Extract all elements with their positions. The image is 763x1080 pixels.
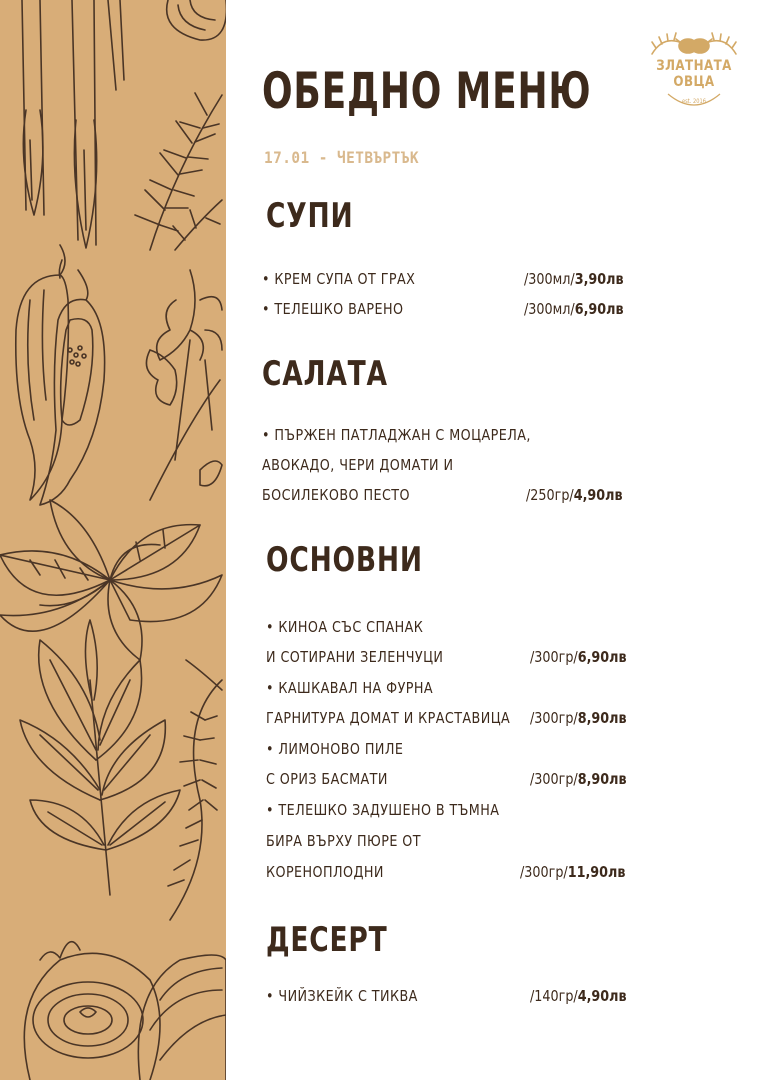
menu-item-line: С ОРИЗ БАСМАТИ [266, 770, 388, 788]
menu-item-line: • ЛИМОНОВО ПИЛЕ [266, 740, 404, 758]
onions-drawing [24, 942, 226, 1080]
menu-item-price [530, 648, 627, 666]
herb-illustration-panel [0, 0, 226, 1080]
menu-item-line: АВОКАДО, ЧЕРИ ДОМАТИ И [262, 456, 454, 474]
menu-item-line: • ТЕЛЕШКО ЗАДУШЕНО В ТЪМНА [266, 801, 500, 819]
price-value: 3,90лв [574, 270, 624, 288]
menu-item-line: • ЧИЙЗКЕЙК С ТИКВА [266, 987, 418, 1005]
dill-drawing [168, 660, 222, 920]
section-heading-mains: ОСНОВНИ [266, 540, 423, 580]
menu-title: ОБЕДНО МЕНЮ [262, 62, 592, 120]
menu-item-price [530, 709, 627, 727]
logo-name-line2: ОВЦА [673, 74, 715, 90]
menu-item-line: • КРЕМ СУПА ОТ ГРАХ [262, 270, 416, 288]
portion: /250гр/ [526, 486, 574, 504]
menu-item-line: ГАРНИТУРА ДОМАТ И КРАСТАВИЦА [266, 709, 511, 727]
menu-item-line: • ТЕЛЕШКО ВАРЕНО [262, 300, 404, 318]
section-heading-salad: САЛАТА [262, 354, 388, 394]
menu-item-price [524, 300, 624, 318]
lemongrass-drawing [22, 0, 124, 248]
portion: /300мл/ [524, 270, 575, 288]
menu-item-line: КОРЕНОПЛОДНИ [266, 863, 384, 881]
parsley-drawing [146, 270, 222, 500]
chili-peppers-drawing [16, 245, 105, 505]
rosemary-drawing [135, 93, 222, 250]
portion: /300гр/ [530, 648, 578, 666]
menu-item-price [530, 987, 627, 1005]
portion: /300гр/ [530, 770, 578, 788]
menu-item-line: БИРА ВЪРХУ ПЮРЕ ОТ [266, 832, 421, 850]
portion: /300гр/ [520, 863, 568, 881]
menu-item-price [520, 863, 625, 881]
menu-item-price [526, 486, 623, 504]
menu-item-line: • КАШКАВАЛ НА ФУРНА [266, 679, 434, 697]
portion: /300мл/ [524, 300, 575, 318]
menu-item-line: • КИНОА СЪС СПАНАК [266, 618, 424, 636]
price-value: 11,90лв [567, 863, 626, 881]
bay-leaves-drawing [20, 620, 180, 895]
menu-date: 17.01 - ЧЕТВЪРТЪК [264, 148, 420, 167]
portion: /300гр/ [530, 709, 578, 727]
menu-item-price [530, 770, 627, 788]
logo-name-line1: ЗЛАТНАТА [656, 58, 732, 74]
herbs-drawing [0, 0, 226, 1080]
price-value: 6,90лв [574, 300, 624, 318]
price-value: 6,90лв [577, 648, 627, 666]
basil-leaves-drawing [0, 500, 222, 660]
logo-est: est. 2016 [681, 98, 707, 105]
menu-item-price [524, 270, 624, 288]
section-heading-dessert: ДЕСЕРТ [266, 920, 388, 960]
price-value: 8,90лв [577, 709, 627, 727]
restaurant-logo [644, 24, 744, 112]
menu-item-line: • ПЪРЖЕН ПАТЛАДЖАН С МОЦАРЕЛА, [262, 426, 531, 444]
price-value: 8,90лв [577, 770, 627, 788]
price-value: 4,90лв [573, 486, 623, 504]
menu-item-line: БОСИЛЕКОВО ПЕСТО [262, 486, 410, 504]
section-heading-soups: СУПИ [266, 196, 354, 236]
onion-top-drawing [167, 0, 226, 40]
price-value: 4,90лв [577, 987, 627, 1005]
menu-item-line: И СОТИРАНИ ЗЕЛЕНЧУЦИ [266, 648, 444, 666]
portion: /140гр/ [530, 987, 578, 1005]
